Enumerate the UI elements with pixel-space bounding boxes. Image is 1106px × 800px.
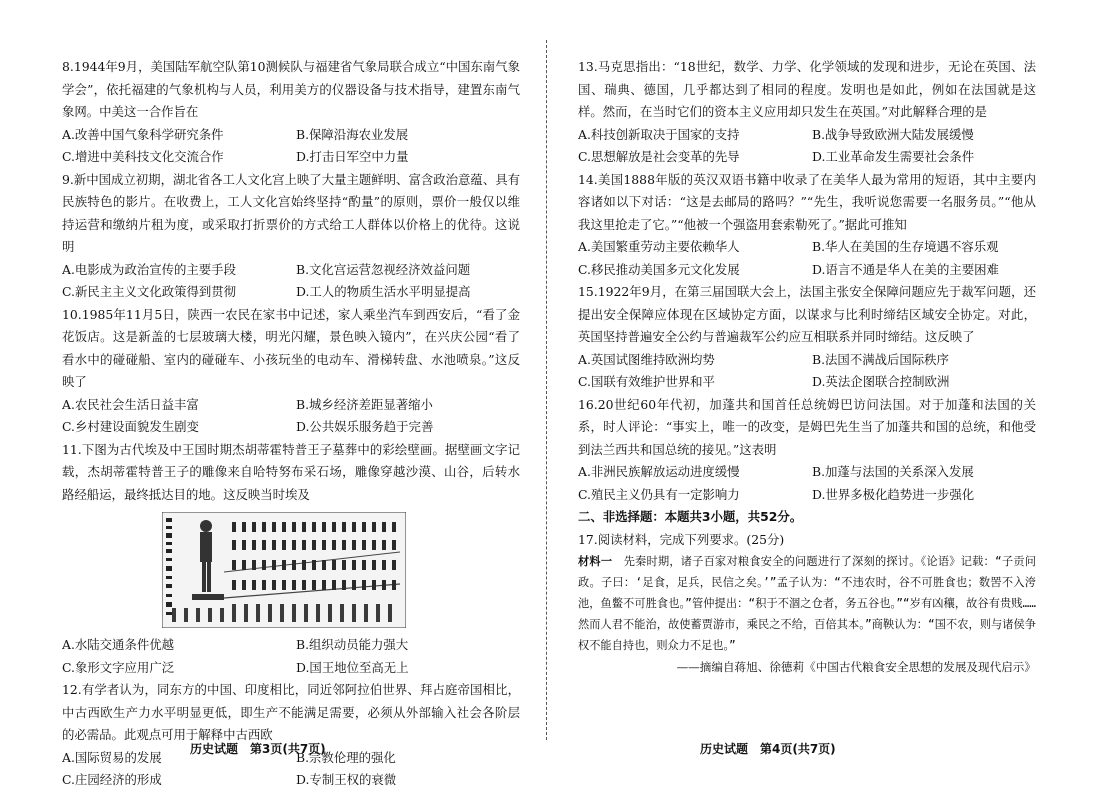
option-a: A.改善中国气象科学研究条件: [62, 126, 224, 142]
mural-illustration: [162, 512, 406, 628]
page-footer-right: 历史试题 第4页(共7页): [700, 742, 836, 756]
option-a: A.电影成为政治宣传的主要手段: [62, 261, 236, 277]
question-9-stem: 9.新中国成立初期，湖北省各工人文化宫上映了大量主题鲜明、富含政治意蕴、具有民族特色的影片。在收费上，工人文化宫始终坚持“酌量”的原则，票价一般仅以维持运营和缴纳片租为度，或采取打折票价的方式给工人群体以价格上的优待。这说明: [62, 171, 520, 254]
question-9: [62, 169, 520, 304]
question-15-stem: 15.1922年9月，在第三届国联大会上，法国主张安全保障问题应先于裁军问题，还提出安全保障应体现在区域协定方面，以谋求与比利时缔结区域安全协定。对此，英国坚持普遍安全公约与普遍裁军公约应互相联系并同时缔结。这反映了: [578, 284, 1036, 344]
question-8: [62, 56, 520, 169]
option-d: D.语言不通是华人在美的主要困难: [812, 261, 999, 277]
option-b: B.城乡经济差距显著缩小: [296, 396, 433, 412]
material-source: ——摘编自蒋旭、徐德莉《中国古代粮食安全思想的发展及现代启示》: [676, 660, 1036, 674]
question-14-stem: 14.美国1888年版的英汉双语书籍中收录了在美华人最为常用的短语，其中主要内容诸如以下对话：“这是去邮局的路吗？”“先生，我听说您需要一名服务员。”“他从我这里抢走了它。”“他被一个强盗用套索勒死了。”据此可推知: [578, 171, 1036, 232]
option-a: A.国际贸易的发展: [62, 749, 162, 765]
option-b: B.法国不满战后国际秩序: [812, 351, 949, 367]
option-c: C.国联有效维护世界和平: [578, 374, 715, 389]
question-14-options: [578, 236, 1036, 281]
option-a: A.英国试图维持欧洲均势: [578, 351, 715, 367]
question-16-options: [578, 461, 1036, 506]
question-16-stem: 16.20世纪60年代初，加蓬共和国首任总统姆巴访问法国。对于加蓬和法国的关系，时人评论：“事实上，唯一的改变，是姆巴先生当了加蓬共和国的总统，和他受到法兰西共和国总统的接见。”这表明: [578, 396, 1036, 457]
question-15: [578, 281, 1036, 394]
option-c: C.新民主主义文化政策得到贯彻: [62, 284, 237, 299]
question-15-options: [578, 349, 1036, 394]
option-b: B.华人在美国的生存境遇不容乐观: [812, 239, 999, 254]
option-a: A.美国繁重劳动主要依赖华人: [578, 239, 740, 254]
option-c: C.移民推动美国多元文化发展: [578, 261, 740, 277]
question-10-stem: 10.1985年11月5日，陕西一农民在家书中记述，家人乘坐汽车到西安后，“看了金花饭店。这是新盖的七层玻璃大楼，明光闪耀，景色映入镜内”，在兴庆公园“看了看水中的碰碰船、室内的碰碰车、小孩玩坐的电动车、滑梯转盘、水池喷泉。”这反映了: [62, 306, 520, 389]
material-one: [578, 551, 1036, 656]
option-b: B.文化宫运营忽视经济效益问题: [296, 261, 471, 277]
option-c: C.象形文字应用广泛: [62, 659, 175, 675]
option-a: A.科技创新取决于国家的支持: [578, 126, 740, 142]
egyptian-mural-image: [162, 512, 406, 628]
option-d: D.打击日军空中力量: [296, 149, 409, 164]
option-c: C.庄园经济的形成: [62, 772, 162, 787]
option-b: B.加蓬与法国的关系深入发展: [812, 464, 974, 479]
option-b: B.保障沿海农业发展: [296, 126, 409, 142]
question-13-stem: 13.马克思指出：“18世纪，数学、力学、化学领域的发现和进步，无论在英国、法国、瑞典、德国，几乎都达到了相同的程度。发明也是如此，例如在法国就是这样。然而，在当时它们的资本主义应用却只发生在英国。”对此解释合理的是: [578, 59, 1036, 119]
option-c: C.思想解放是社会变革的先导: [578, 149, 740, 164]
material-text: 先秦时期，诸子百家对粮食安全的问题进行了深刻的探讨。《论语》记载：“子贡问政。子曰：‘足食，足兵，民信之矣。’”孟子认为：“不违农时，谷不可胜食也；数罟不入洿池，鱼鳖不可胜食也。”管仲提出：“积于不涸之仓者，务五谷也。”“岁有凶穰，故谷有贵贱……然而人君不能治，故使蓄贾游市，乘民之不给，百倍其本。”商鞅认为：“国不农，则与诸侯争权不能自持也，则众力不足也。”: [578, 555, 1036, 652]
question-14: [578, 169, 1036, 282]
question-10: [62, 304, 520, 439]
question-9-options: [62, 259, 520, 304]
option-d: D.国王地位至高无上: [296, 659, 409, 675]
option-d: D.公共娱乐服务趋于完善: [296, 419, 434, 434]
page-divider: [546, 40, 547, 740]
right-page: [578, 56, 1036, 678]
question-13-options: [578, 124, 1036, 169]
option-c: C.增进中美科技文化交流合作: [62, 149, 224, 164]
question-8-stem: 8.1944年9月，美国陆军航空队第10测候队与福建省气象局联合成立“中国东南气象学会”，依托福建的气象机构与人员，利用美方的仪器设备与技术指导，建置东南气象网。中美这一合作旨在: [62, 59, 520, 119]
question-12: [62, 679, 520, 792]
option-a: A.非洲民族解放运动进度缓慢: [578, 464, 740, 479]
option-c: C.殖民主义仍具有一定影响力: [578, 486, 740, 502]
section-heading: 二、非选择题：本题共3小题，共52分。: [578, 509, 803, 524]
question-8-options: [62, 124, 520, 169]
question-11-stem: 11.下图为古代埃及中王国时期杰胡蒂霍特普王子墓葬中的彩绘壁画。据壁画文字记载，杰胡蒂霍特普王子的雕像来自哈特努布采石场，雕像穿越沙漠、山谷，后转水路经船运，最终抵达目的地。这反映当时埃及: [62, 441, 520, 502]
option-d: D.世界多极化趋势进一步强化: [812, 486, 975, 502]
option-c: C.乡村建设面貌发生剧变: [62, 419, 199, 434]
question-16: [578, 394, 1036, 507]
option-d: D.英法企图联合控制欧洲: [812, 374, 950, 389]
option-a: A.水陆交通条件优越: [62, 637, 175, 652]
page-footer-left: 历史试题 第3页(共7页): [190, 742, 326, 756]
option-d: D.专制王权的衰微: [296, 772, 397, 787]
option-b: B.组织动员能力强大: [296, 637, 409, 652]
option-b: B.宗教伦理的强化: [296, 749, 396, 765]
material-label: 材料一: [578, 555, 613, 568]
question-13: [578, 56, 1036, 169]
option-a: A.农民社会生活日益丰富: [62, 396, 199, 412]
question-11-options: [62, 634, 520, 679]
question-11: [62, 439, 520, 680]
option-b: B.战争导致欧洲大陆发展缓慢: [812, 126, 974, 142]
left-page: [62, 56, 520, 792]
option-d: D.工业革命发生需要社会条件: [812, 149, 975, 164]
option-d: D.工人的物质生活水平明显提高: [296, 284, 471, 299]
question-10-options: [62, 394, 520, 439]
question-12-stem: 12.有学者认为，同东方的中国、印度相比，同近邻阿拉伯世界、拜占庭帝国相比，中古西欧生产力水平明显更低，即生产不能满足需要，必须从外部输入社会各阶层的必需品。此观点可用于解释中古西欧: [62, 682, 520, 742]
question-17-stem: 17.阅读材料，完成下列要求。(25分): [578, 531, 785, 547]
